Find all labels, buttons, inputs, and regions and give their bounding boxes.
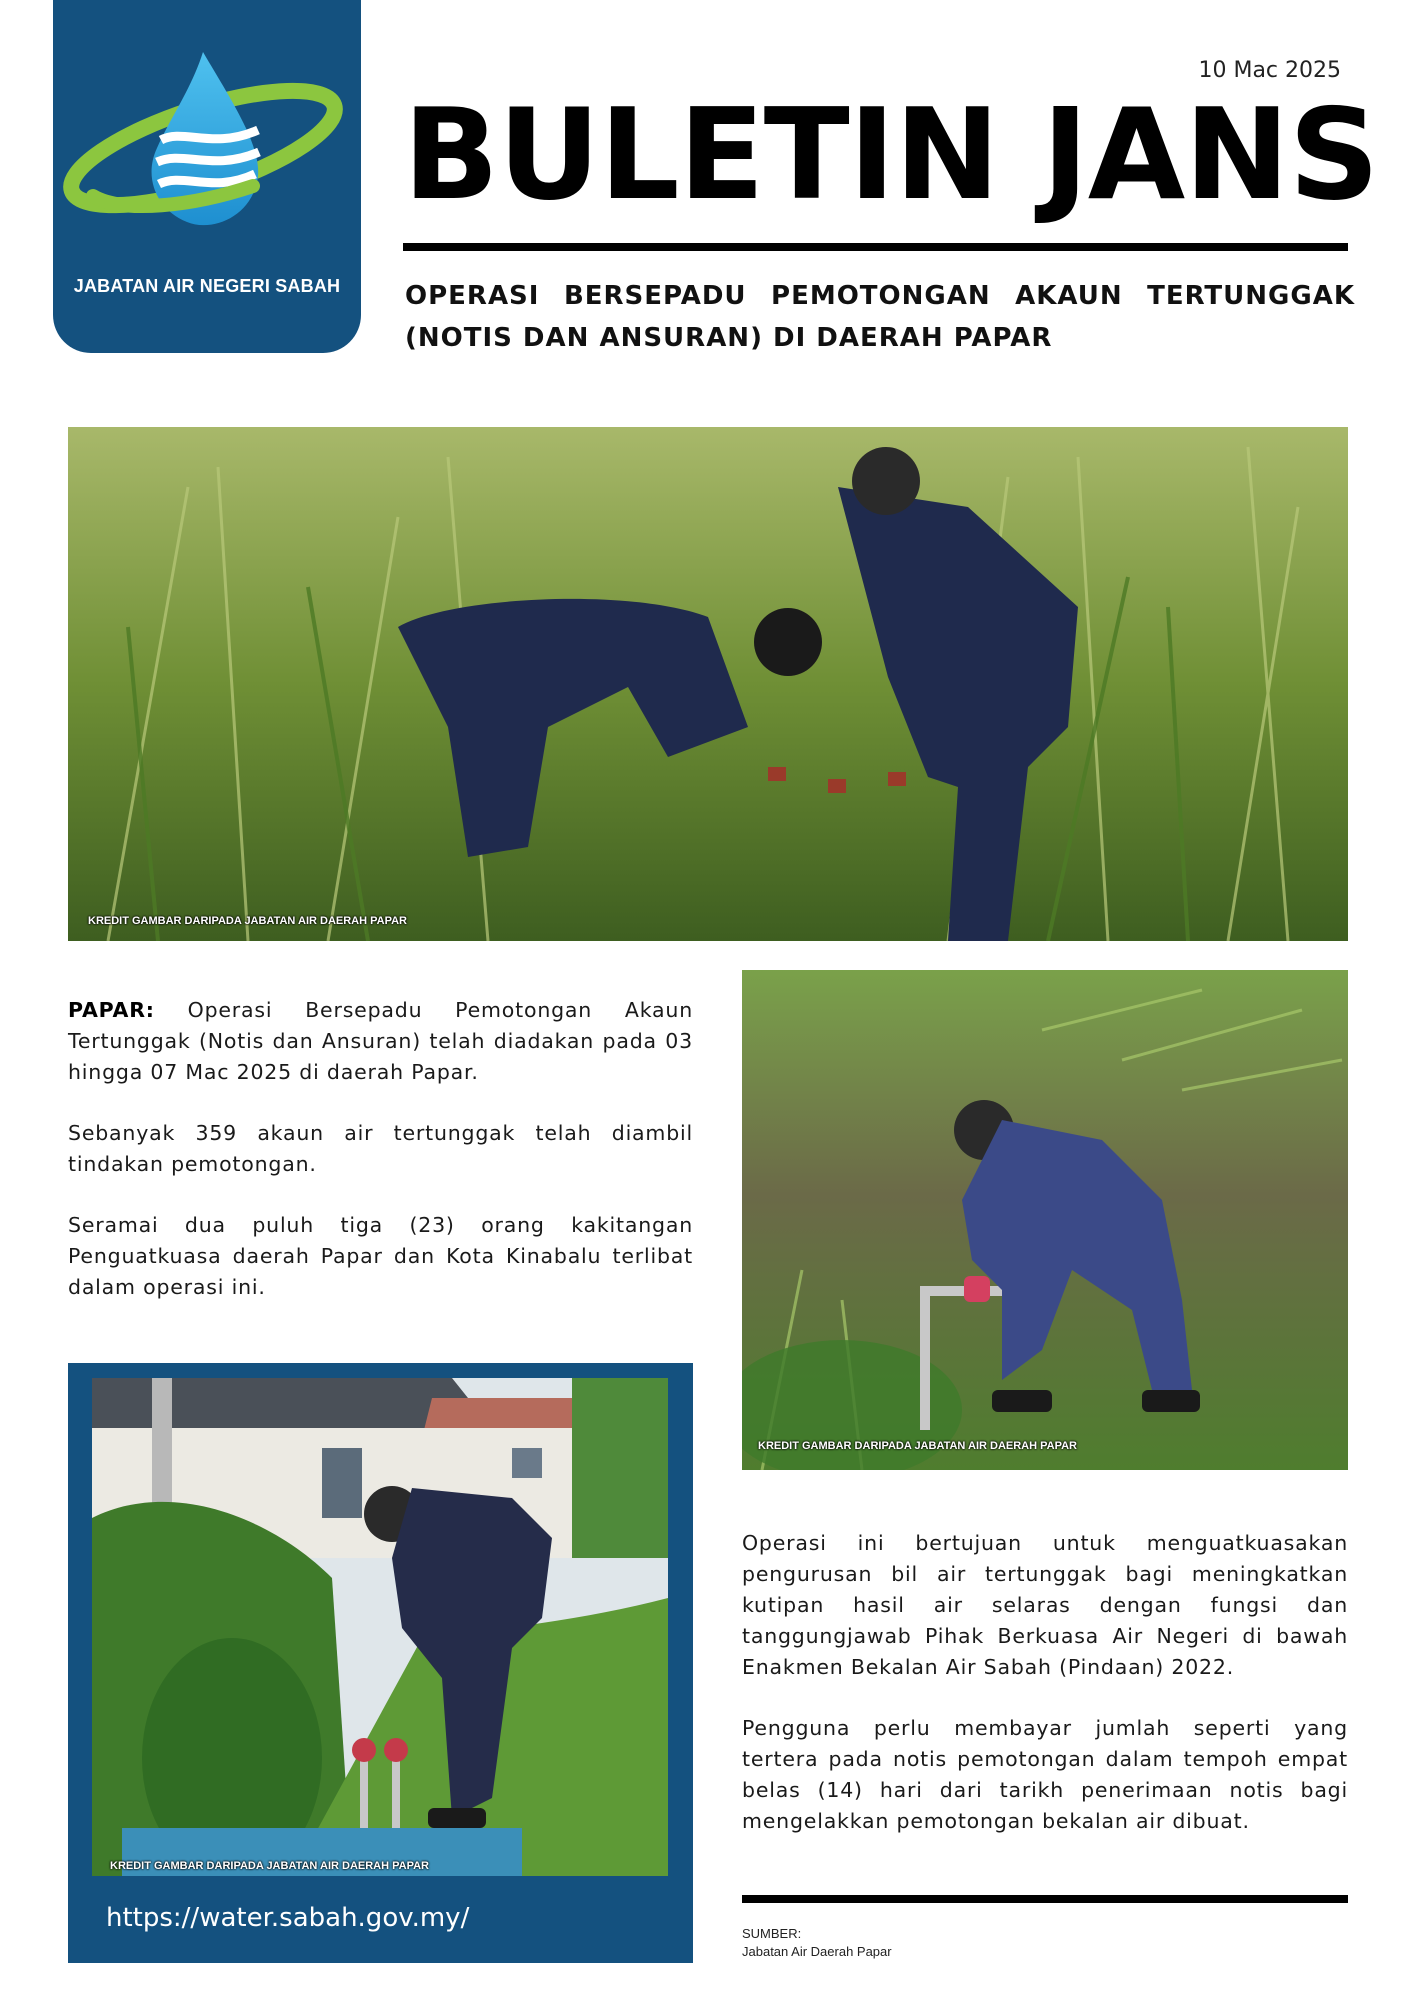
photo-credit: KREDIT GAMBAR DARIPADA JABATAN AIR DAERAH PAPAR bbox=[758, 1440, 1077, 1452]
article-right-column bbox=[742, 1528, 1348, 1867]
photo-credit: KREDIT GAMBAR DARIPADA JABATAN AIR DAERAH PAPAR bbox=[110, 1860, 429, 1872]
source-value: Jabatan Air Daerah Papar bbox=[742, 1944, 892, 1959]
dateline: PAPAR: bbox=[68, 998, 155, 1022]
article-paragraph-3: Seramai dua puluh tiga (23) orang kakitangan Penguatkuasa daerah Papar dan Kota Kinabalu terlibat dalam operasi ini. bbox=[68, 1213, 693, 1299]
footer-divider bbox=[742, 1895, 1348, 1903]
article-paragraph-5: Pengguna perlu membayar jumlah seperti yang tertera pada notis pemotongan dalam tempoh empat belas (14) hari dari tarikh penerimaan notis bagi mengelakkan pemotongan bekalan air dibuat. bbox=[742, 1716, 1348, 1833]
water-drop-logo-icon bbox=[53, 0, 361, 260]
photo-officer-at-house-meter bbox=[92, 1378, 668, 1876]
photo-credit: KREDIT GAMBAR DARIPADA JABATAN AIR DAERAH PAPAR bbox=[88, 915, 407, 927]
article-paragraph-4: Operasi ini bertujuan untuk menguatkuasakan pengurusan bil air tertunggak bagi meningkatkan kutipan hasil air selaras dengan fungsi dan tanggungjawab Pihak Berkuasa Air Negeri di bawah Enakmen Bekalan Air Sabah (Pindaan) 2022. bbox=[742, 1531, 1348, 1679]
bulletin-title: BULETIN JANS bbox=[403, 81, 1379, 228]
article-paragraph-1: PAPAR: Operasi Bersepadu Pemotongan Akaun Tertunggak (Notis dan Ansuran) telah diadakan pada 03 hingga 07 Mac 2025 di daerah Papar. bbox=[68, 998, 693, 1084]
article-headline: OPERASI BERSEPADU PEMOTONGAN AKAUN TERTUNGGAK (NOTIS DAN ANSURAN) DI DAERAH PAPAR bbox=[405, 281, 1355, 353]
photo-officer-at-meter bbox=[742, 970, 1348, 1470]
website-link[interactable]: https://water.sabah.gov.my/ bbox=[106, 1903, 470, 1933]
logo-text: JABATAN AIR NEGERI SABAH bbox=[73, 276, 341, 296]
photo-officers-in-grass bbox=[68, 427, 1348, 941]
article-paragraph-2: Sebanyak 359 akaun air tertunggak telah diambil tindakan pemotongan. bbox=[68, 1121, 693, 1176]
bulletin-date: 10 Mac 2025 bbox=[1198, 58, 1341, 83]
article-left-column bbox=[68, 995, 693, 1333]
source-label: SUMBER: bbox=[742, 1926, 802, 1941]
title-divider bbox=[403, 243, 1348, 251]
source-note bbox=[742, 1925, 892, 1961]
jans-logo bbox=[53, 0, 361, 353]
